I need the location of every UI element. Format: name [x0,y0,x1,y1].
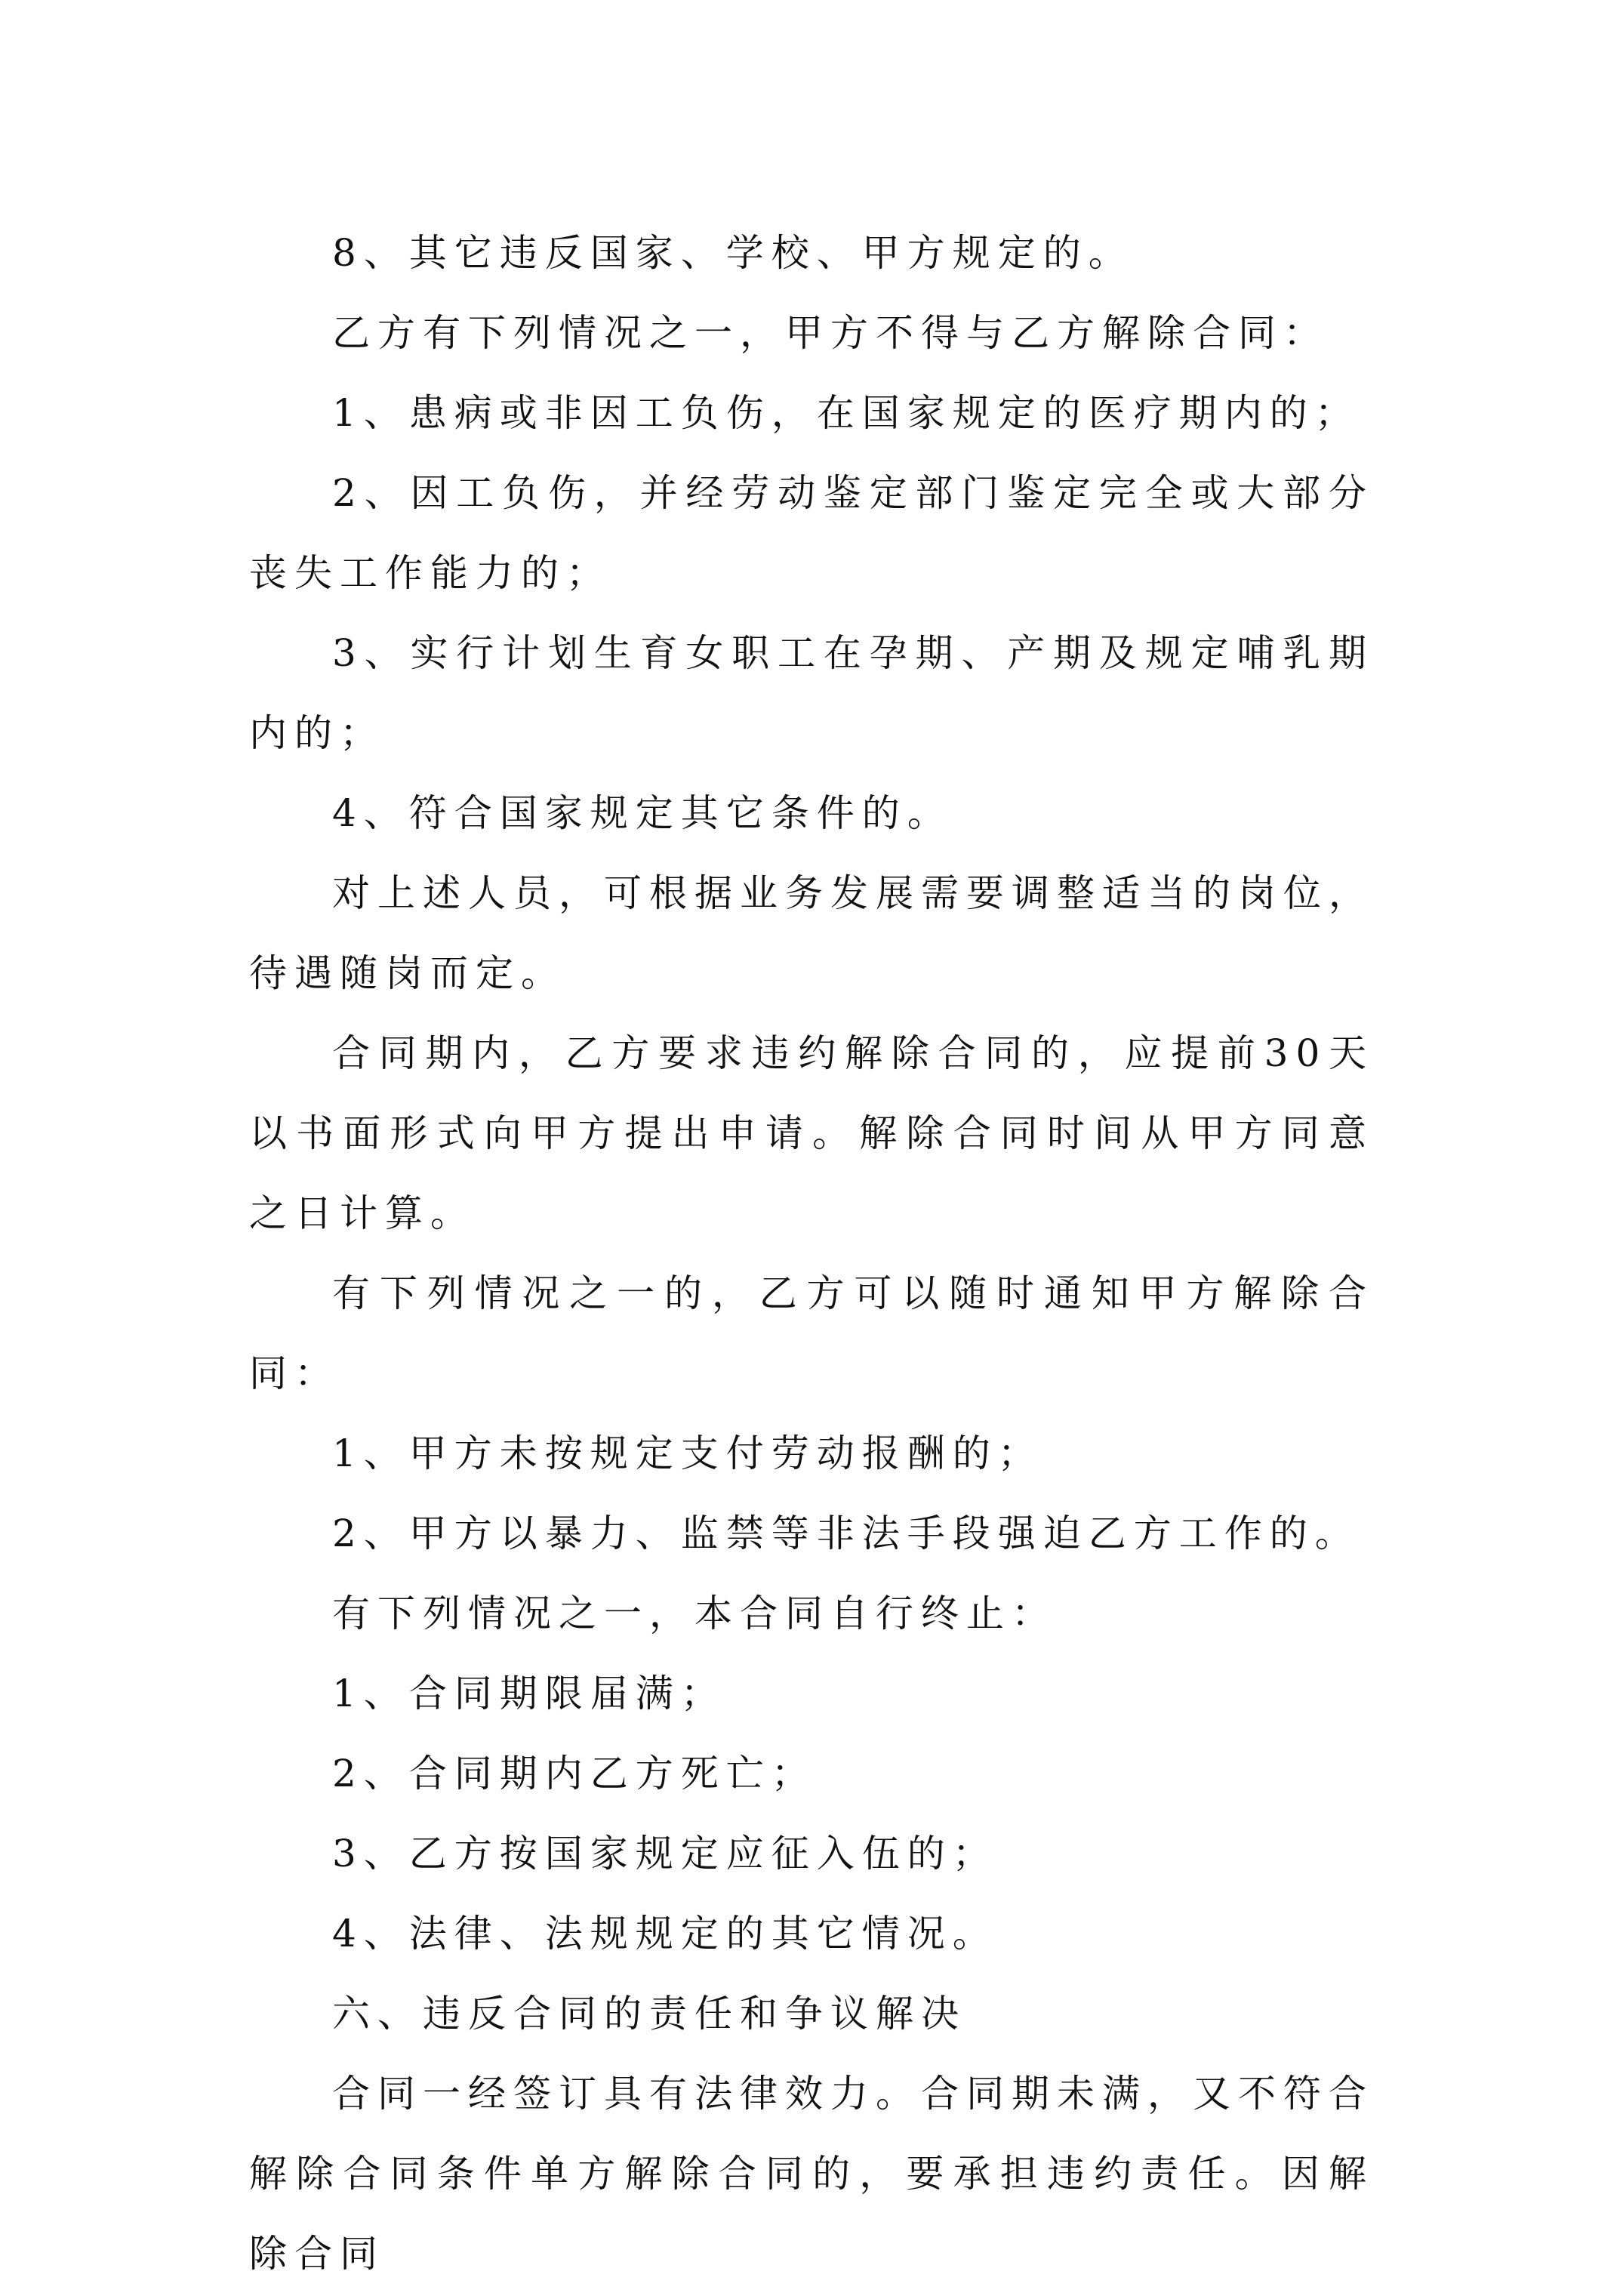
paragraph: 1、合同期限届满； [332,1672,726,1715]
paragraph: 4、法律、法规规定的其它情况。 [332,1912,998,1955]
paragraph: 4、符合国家规定其它条件的。 [332,791,953,835]
paragraph: 对上述人员，可根据业务发展需要调整适当的岗位，待遇随岗而定。 [249,871,1374,995]
paragraph: 合同期内，乙方要求违约解除合同的，应提前30天以书面形式向甲方提出申请。解除合同时间从甲方同意之日计算。 [249,1031,1374,1235]
paragraph: 2、合同期内乙方死亡； [332,1752,817,1795]
paragraph: 2、甲方以暴力、监禁等非法手段强迫乙方工作的。 [332,1512,1360,1555]
section-heading: 六、违反合同的责任和争议解决 [332,1992,966,2036]
paragraph: 有下列情况之一的，乙方可以随时通知甲方解除合同： [249,1271,1374,1395]
paragraph: 有下列情况之一，本合同自行终止： [332,1592,1057,1635]
paragraph: 2、因工负伤，并经劳动鉴定部门鉴定完全或大部分丧失工作能力的； [249,471,1374,595]
paragraph: 8、其它违反国家、学校、甲方规定的。 [332,231,1134,275]
paragraph: 3、乙方按国家规定应征入伍的； [332,1832,998,1875]
paragraph: 合同一经签订具有法律效力。合同期未满，又不符合解除合同条件单方解除合同的，要承担违约责任。因解除合同 [249,2072,1374,2276]
paragraph: 3、实行计划生育女职工在孕期、产期及规定哺乳期内的； [249,631,1374,755]
paragraph: 1、甲方未按规定支付劳动报酬的； [332,1432,1043,1475]
paragraph: 1、患病或非因工负伤，在国家规定的医疗期内的； [332,391,1360,435]
paragraph: 乙方有下列情况之一，甲方不得与乙方解除合同： [332,311,1329,355]
document-body [249,213,1374,2294]
